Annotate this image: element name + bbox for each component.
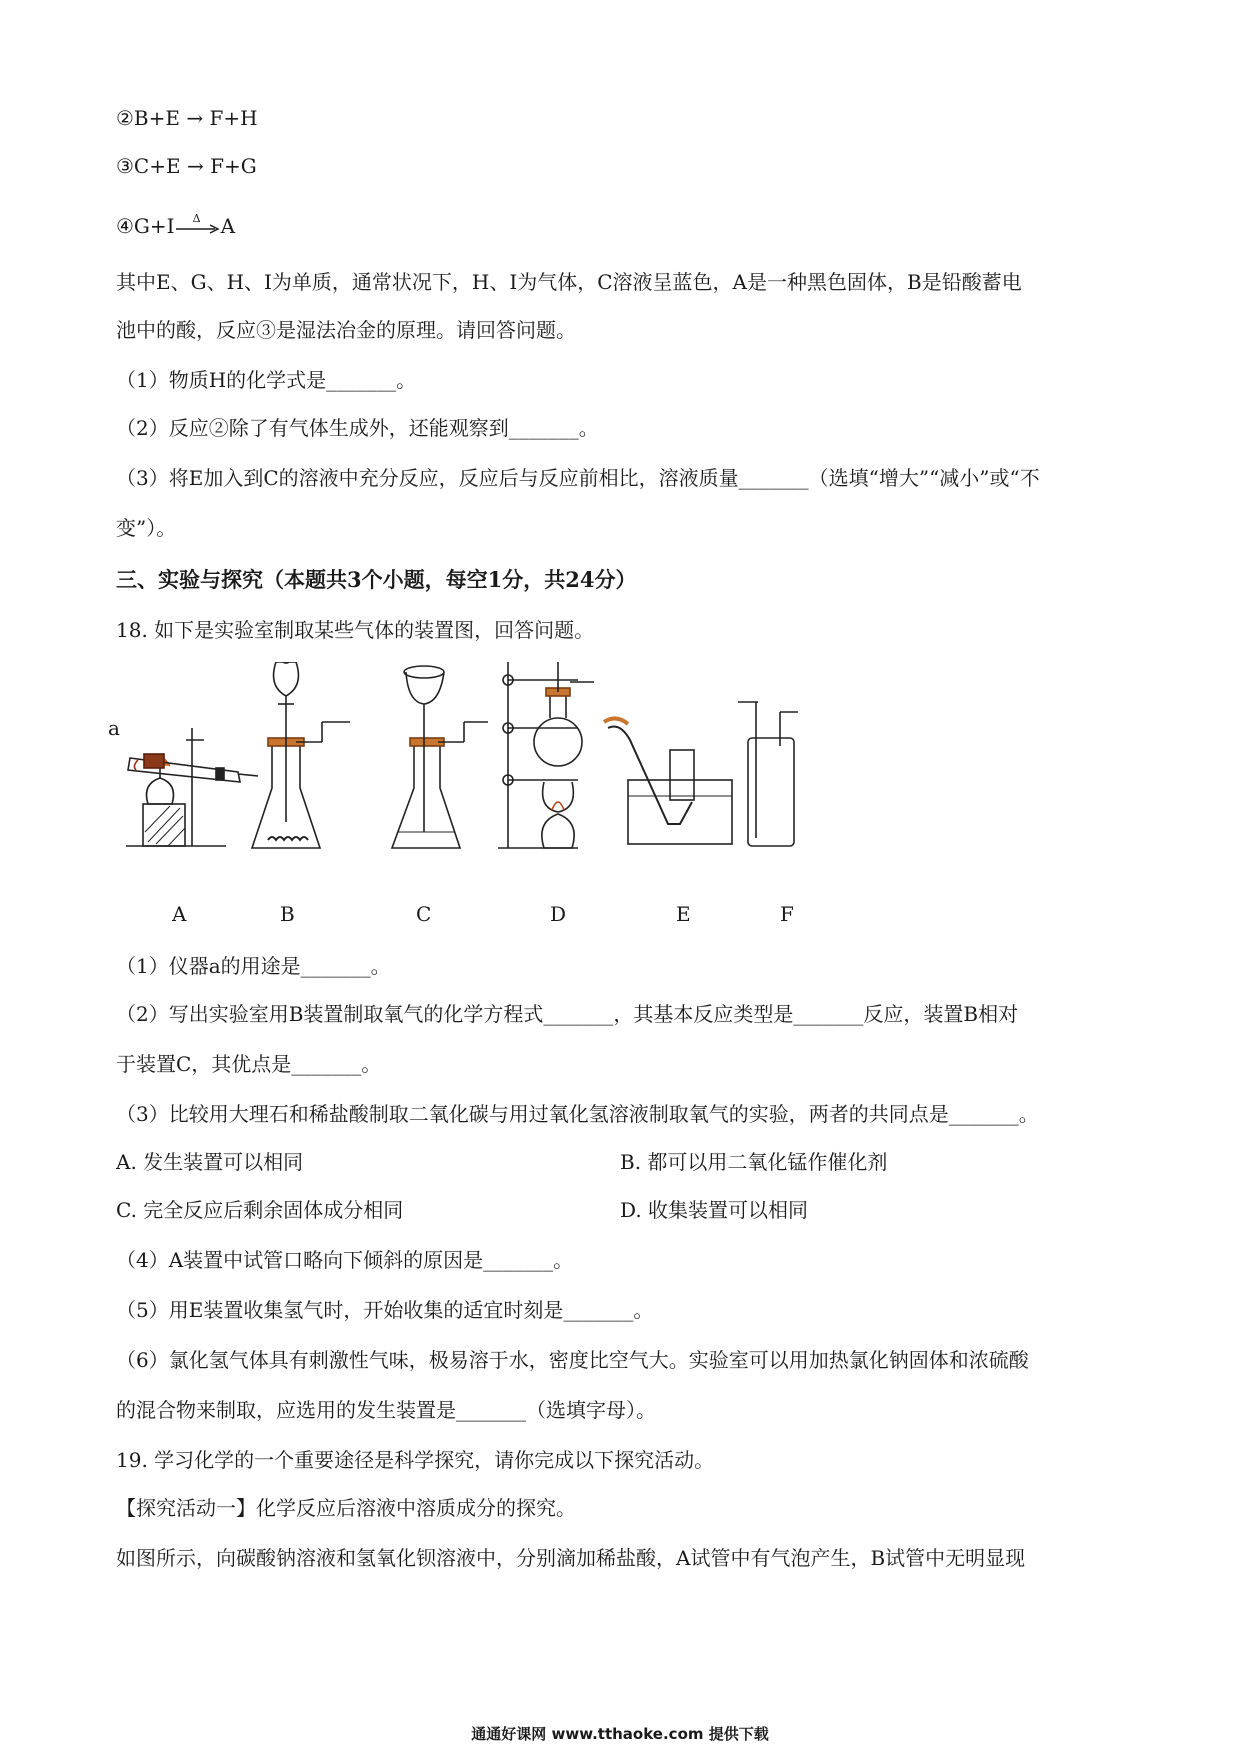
label-b: B	[280, 902, 295, 926]
q18-sub3: （3）比较用大理石和稀盐酸制取二氧化碳与用过氧化氢溶液制取氧气的实验，两者的共同点是_______。	[116, 1102, 1039, 1126]
q18-sub6-line1: （6）氯化氢气体具有刺激性气味，极易溶于水，密度比空气大。实验室可以用加热氯化钠固体和浓硫酸	[116, 1348, 1029, 1372]
reaction-4	[116, 212, 235, 240]
section-title: 三、实验与探究（本题共3个小题，每空1分，共24分）	[116, 567, 637, 592]
reaction-4-product: A	[220, 214, 236, 238]
q19-description: 如图所示，向碳酸钠溶液和氢氧化钡溶液中，分别滴加稀盐酸，A试管中有气泡产生，B试管中无明显现	[116, 1546, 1026, 1570]
apparatus-figure	[108, 662, 908, 938]
q18-sub1: （1）仪器a的用途是_______。	[116, 954, 391, 978]
apparatus-b	[252, 662, 350, 848]
label-c: C	[416, 902, 432, 926]
apparatus-d	[498, 662, 594, 848]
apparatus-a	[126, 728, 258, 846]
q18-sub2-line1: （2）写出实验室用B装置制取氧气的化学方程式_______，其基本反应类型是_______反应，装置B相对	[116, 1002, 1019, 1026]
label-e: E	[676, 902, 691, 926]
q18-sub5: （5）用E装置收集氢气时，开始收集的适宜时刻是_______。	[116, 1298, 654, 1322]
q18-stem: 18. 如下是实验室制取某些气体的装置图，回答问题。	[116, 618, 595, 642]
apparatus-f	[738, 702, 798, 846]
intro-line-1: 其中E、G、H、I为单质，通常状况下，H、I为气体，C溶液呈蓝色，A是一种黑色固体，B是铅酸蓄电	[116, 270, 1022, 294]
option-d: D. 收集装置可以相同	[620, 1198, 809, 1222]
apparatus-drawing	[108, 662, 908, 902]
reaction-4-reactants: ④G+I	[116, 214, 175, 238]
apparatus-e	[604, 718, 732, 844]
heat-condition: Δ	[192, 211, 201, 225]
reaction-3: ③C+E → F+G	[116, 154, 257, 178]
heat-arrow	[175, 211, 221, 238]
q17-sub3-line2: 变”）。	[116, 516, 177, 540]
option-b: B. 都可以用二氧化锰作催化剂	[620, 1150, 888, 1174]
q17-sub3-line1: （3）将E加入到C的溶液中充分反应，反应后与反应前相比，溶液质量_______（选填“增大”“减小”或“不	[116, 466, 1040, 490]
option-c: C. 完全反应后剩余固体成分相同	[116, 1198, 404, 1222]
label-d: D	[550, 902, 567, 926]
apparatus-c	[392, 666, 488, 848]
footer-source: 通通好课网 www.tthaoke.com 提供下载	[471, 1725, 769, 1743]
label-a: A	[172, 902, 187, 926]
instrument-a-label: a	[108, 716, 120, 740]
q18-sub2-line2: 于装置C，其优点是_______。	[116, 1052, 382, 1076]
q18-sub6-line2: 的混合物来制取，应选用的发生装置是_______（选填字母）。	[116, 1398, 656, 1422]
q19-activity-title: 【探究活动一】化学反应后溶液中溶质成分的探究。	[116, 1496, 576, 1520]
q17-sub1: （1）物质H的化学式是_______。	[116, 368, 417, 392]
option-a: A. 发生装置可以相同	[116, 1150, 304, 1174]
intro-line-2: 池中的酸，反应③是湿法冶金的原理。请回答问题。	[116, 318, 576, 342]
q17-sub2: （2）反应②除了有气体生成外，还能观察到_______。	[116, 416, 599, 440]
label-f: F	[780, 902, 794, 926]
reaction-2: ②B+E → F+H	[116, 106, 258, 130]
q18-sub4: （4）A装置中试管口略向下倾斜的原因是_______。	[116, 1248, 574, 1272]
q19-stem: 19. 学习化学的一个重要途径是科学探究，请你完成以下探究活动。	[116, 1448, 715, 1472]
